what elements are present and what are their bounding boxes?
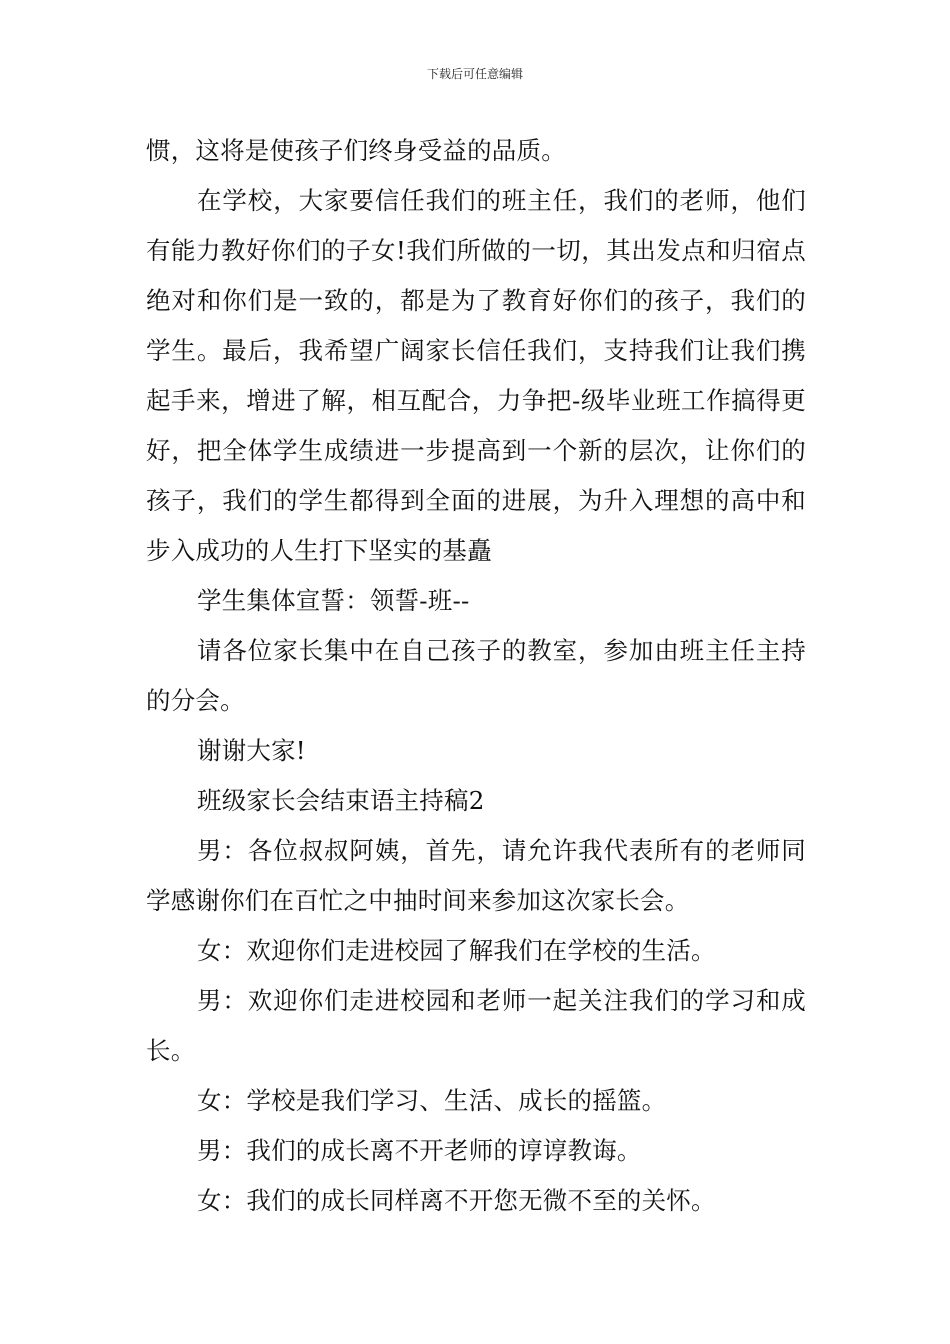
page-header-note: 下载后可任意编辑: [426, 67, 523, 81]
paragraph: 男：各位叔叔阿姨，首先，请允许我代表所有的老师同学感谢你们在百忙之中抽时间来参加这次家长会。: [146, 836, 806, 915]
paragraph: 男：欢迎你们走进校园和老师一起关注我们的学习和成长。: [146, 986, 806, 1065]
paragraph: 在学校，大家要信任我们的班主任，我们的老师，他们有能力教好你们的子女!我们所做的一切，其出发点和归宿点绝对和你们是一致的，都是为了教育好你们的孩子，我们的学生。最后，我希望广阔家长信任我们，支持我们让我们携起手来，增进了解，相互配合，力争把-级毕业班工作搞得更好，把全体学生成绩进一步提高到一个新的层次，让你们的孩子，我们的学生都得到全面的进展，为升入理想的高中和步入成功的人生打下坚实的基矗: [146, 186, 806, 565]
document-body: [146, 126, 806, 1226]
section-heading: 班级家长会结束语主持稿2: [197, 786, 485, 815]
paragraph: 女：我们的成长同样离不开您无微不至的关怀。: [197, 1186, 716, 1215]
paragraph: 请各位家长集中在自己孩子的教室，参加由班主任主持的分会。: [146, 636, 806, 715]
paragraph: 惯，这将是使孩子们终身受益的品质。: [146, 136, 566, 165]
paragraph: 学生集体宣誓：领誓-班--: [197, 586, 470, 615]
paragraph: 谢谢大家!: [197, 736, 306, 765]
paragraph: 女：学校是我们学习、生活、成长的摇篮。: [197, 1086, 667, 1115]
paragraph: 男：我们的成长离不开老师的谆谆教诲。: [197, 1136, 642, 1165]
paragraph: 女：欢迎你们走进校园了解我们在学校的生活。: [197, 936, 716, 965]
